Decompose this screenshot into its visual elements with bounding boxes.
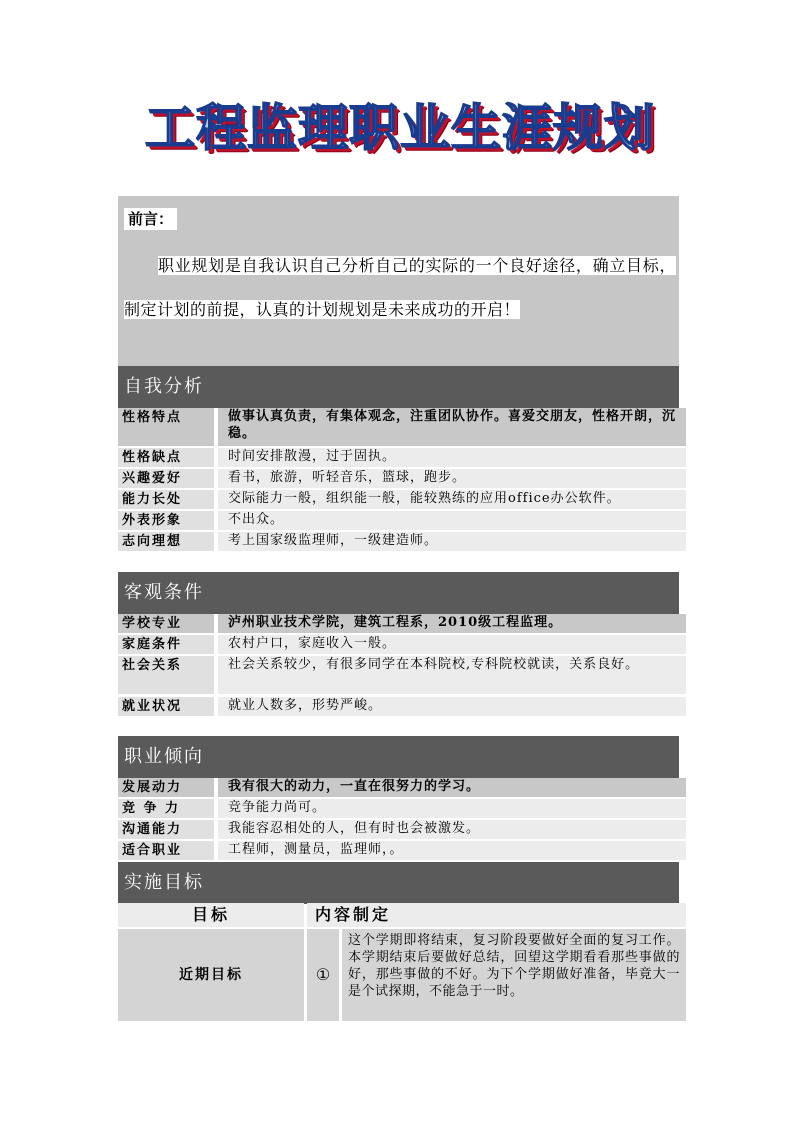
row-label: 竞 争 力	[118, 799, 214, 818]
row-label: 性格缺点	[118, 448, 214, 467]
table-row	[118, 799, 686, 818]
row-label: 学校专业	[118, 614, 214, 633]
table-row	[118, 656, 686, 694]
row-label: 兴趣爱好	[118, 469, 214, 488]
table-row	[118, 841, 686, 860]
row-label: 发展动力	[118, 778, 214, 797]
row-label: 外表形象	[118, 511, 214, 530]
intro-label: 前言：	[124, 208, 177, 230]
table-row	[118, 408, 686, 446]
table-row	[118, 635, 686, 654]
intro-text: 职业规划是自我认识自己分析自己的实际的一个良好途径，确立目标，制定计划的前提，认真的计划规划是未来成功的开启！	[124, 256, 676, 319]
section-header-goals: 实施目标	[118, 862, 679, 904]
row-value: 社会关系较少，有很多同学在本科院校,专科院校就读，关系良好。	[218, 656, 686, 694]
row-value: 竞争能力尚可。	[218, 799, 686, 818]
row-label: 志向理想	[118, 532, 214, 551]
intro-paragraph	[124, 244, 676, 332]
section-header-career: 职业倾向	[118, 736, 679, 778]
page-title: 工程监理职业生涯规划	[145, 99, 655, 157]
goal-number: ①	[307, 929, 339, 1021]
table-row	[118, 532, 686, 551]
row-label: 沟通能力	[118, 820, 214, 839]
row-label: 性格特点	[118, 408, 214, 446]
goals-table-row	[118, 929, 686, 1021]
row-value: 我有很大的动力，一直在很努力的学习。	[218, 778, 686, 797]
table-row	[118, 469, 686, 488]
row-value: 工程师，测量员，监理师，。	[218, 841, 686, 860]
row-value: 看书，旅游，听轻音乐，篮球，跑步。	[218, 469, 686, 488]
row-label: 能力长处	[118, 490, 214, 509]
goals-table-header	[118, 903, 686, 927]
goal-name: 近期目标	[118, 929, 304, 1021]
row-value: 不出众。	[218, 511, 686, 530]
col-header-content: 内容制定	[307, 903, 686, 927]
row-label: 社会关系	[118, 656, 214, 694]
row-value: 时间安排散漫，过于固执。	[218, 448, 686, 467]
row-label: 就业状况	[118, 697, 214, 716]
table-row	[118, 614, 686, 633]
section-header-self-analysis: 自我分析	[118, 366, 679, 408]
row-value: 我能容忍相处的人，但有时也会被激发。	[218, 820, 686, 839]
table-row	[118, 490, 686, 509]
intro-block	[118, 196, 679, 366]
row-label: 家庭条件	[118, 635, 214, 654]
row-label: 适合职业	[118, 841, 214, 860]
section-header-objective: 客观条件	[118, 572, 679, 614]
table-row	[118, 778, 686, 797]
table-row	[118, 820, 686, 839]
row-value: 交际能力一般，组织能一般，能较熟练的应用office办公软件。	[218, 490, 686, 509]
table-row	[118, 697, 686, 716]
row-value: 农村户口，家庭收入一般。	[218, 635, 686, 654]
row-value: 就业人数多，形势严峻。	[218, 697, 686, 716]
row-value: 做事认真负责，有集体观念，注重团队协作。喜爱交朋友，性格开朗，沉稳。	[218, 408, 686, 446]
row-value: 泸州职业技术学院，建筑工程系，2010级工程监理。	[218, 614, 686, 633]
table-row	[118, 511, 686, 530]
row-value: 考上国家级监理师，一级建造师。	[218, 532, 686, 551]
table-row	[118, 448, 686, 467]
col-header-goal: 目标	[118, 903, 304, 927]
goal-content: 这个学期即将结束，复习阶段要做好全面的复习工作。本学期结束后要做好总结，回望这学期看看那些事做的好，那些事做的不好。为下个学期做好准备，毕竟大一是个试探期，不能急于一时。	[342, 929, 686, 1021]
